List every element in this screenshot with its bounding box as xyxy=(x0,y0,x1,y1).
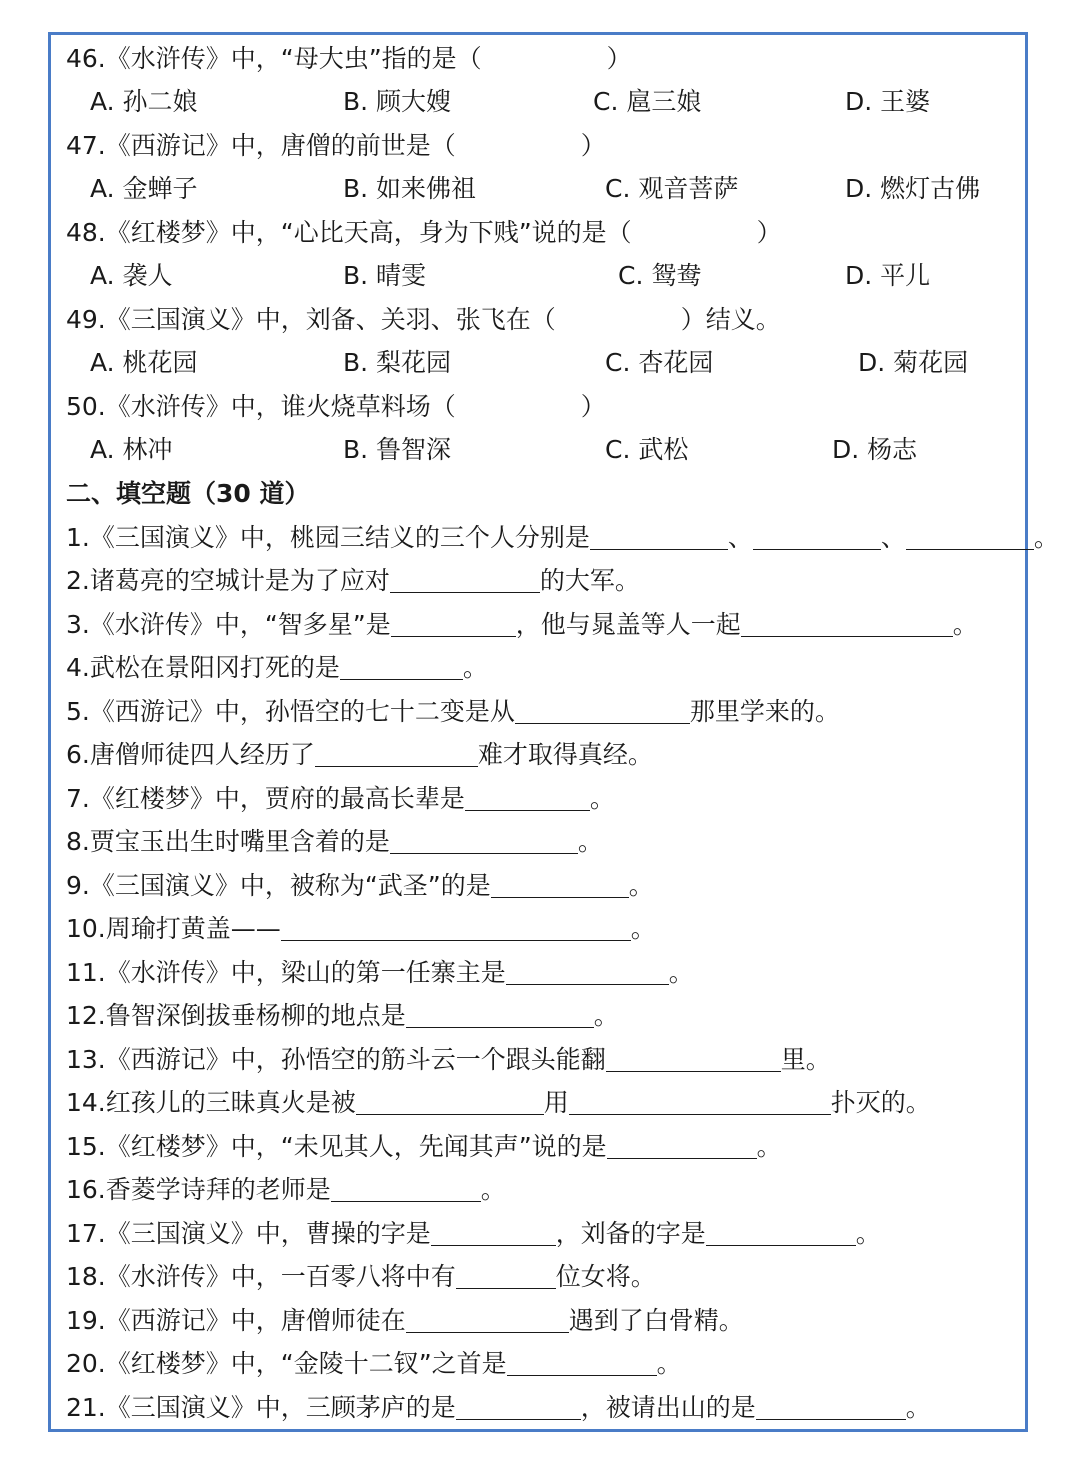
option-49-b: B. 梨花园 xyxy=(343,348,452,377)
answer-blank[interactable] xyxy=(340,651,463,680)
answer-blank[interactable] xyxy=(390,825,578,854)
answer-blank[interactable] xyxy=(390,564,540,593)
option-48-b: B. 晴雯 xyxy=(343,261,427,290)
option-50-b: B. 鲁智深 xyxy=(343,435,452,464)
answer-blank[interactable] xyxy=(756,1391,906,1420)
fill-question-3: 3.《水浒传》中，“智多星”是 ，他与晁盖等人一起 。 xyxy=(66,610,978,639)
fill-question-19: 19.《西游记》中，唐僧师徒在 遇到了白骨精。 xyxy=(66,1306,744,1335)
fill-question-20: 20.《红楼梦》中，“金陵十二钗”之首是 。 xyxy=(66,1349,682,1378)
option-50-c: C. 武松 xyxy=(605,435,689,464)
answer-blank[interactable] xyxy=(281,912,631,941)
fill-question-15: 15.《红楼梦》中，“未见其人，先闻其声”说的是 。 xyxy=(66,1132,782,1161)
fill-question-12: 12.鲁智深倒拔垂杨柳的地点是 。 xyxy=(66,1001,619,1030)
answer-blank[interactable] xyxy=(491,869,629,898)
option-48-d: D. 平儿 xyxy=(845,261,931,290)
option-47-b: B. 如来佛祖 xyxy=(343,174,477,203)
answer-blank[interactable] xyxy=(906,521,1034,550)
option-50-a: A. 林冲 xyxy=(90,435,173,464)
question-48: 48.《红楼梦》中，“心比天高，身为下贱”说的是（ ） xyxy=(66,218,782,247)
answer-blank[interactable] xyxy=(356,1086,544,1115)
answer-blank[interactable] xyxy=(507,1347,657,1376)
question-47: 47.《西游记》中，唐僧的前世是（ ） xyxy=(66,131,606,160)
fill-question-1: 1.《三国演义》中，桃园三结义的三个人分别是 、 、 。 xyxy=(66,523,1059,552)
option-48-a: A. 袭人 xyxy=(90,261,173,290)
fill-question-9: 9.《三国演义》中，被称为“武圣”的是 。 xyxy=(66,871,654,900)
fill-question-5: 5.《西游记》中，孙悟空的七十二变是从 那里学来的。 xyxy=(66,697,840,726)
fill-question-7: 7.《红楼梦》中，贾府的最高长辈是 。 xyxy=(66,784,615,813)
option-46-d: D. 王婆 xyxy=(845,87,931,116)
answer-blank[interactable] xyxy=(515,695,690,724)
answer-blank[interactable] xyxy=(606,1043,781,1072)
fill-question-18: 18.《水浒传》中，一百零八将中有 位女将。 xyxy=(66,1262,656,1291)
fill-question-4: 4.武松在景阳冈打死的是 。 xyxy=(66,653,488,682)
option-49-c: C. 杏花园 xyxy=(605,348,714,377)
answer-blank[interactable] xyxy=(315,738,478,767)
question-49: 49.《三国演义》中，刘备、关羽、张飞在（ ）结义。 xyxy=(66,305,781,334)
option-47-d: D. 燃灯古佛 xyxy=(845,174,981,203)
answer-blank[interactable] xyxy=(741,608,953,637)
question-50: 50.《水浒传》中，谁火烧草料场（ ） xyxy=(66,392,606,421)
fill-question-13: 13.《西游记》中，孙悟空的筋斗云一个跟头能翻 里。 xyxy=(66,1045,831,1074)
option-46-c: C. 扈三娘 xyxy=(593,87,702,116)
answer-blank[interactable] xyxy=(590,521,728,550)
fill-question-17: 17.《三国演义》中，曹操的字是 ，刘备的字是 。 xyxy=(66,1219,881,1248)
option-48-c: C. 鸳鸯 xyxy=(618,261,702,290)
answer-blank[interactable] xyxy=(331,1173,481,1202)
fill-question-16: 16.香菱学诗拜的老师是 。 xyxy=(66,1175,506,1204)
answer-blank[interactable] xyxy=(406,1304,569,1333)
fill-question-8: 8.贾宝玉出生时嘴里含着的是 。 xyxy=(66,827,603,856)
fill-question-10: 10.周瑜打黄盖—— 。 xyxy=(66,914,656,943)
option-46-a: A. 孙二娘 xyxy=(90,87,198,116)
fill-question-6: 6.唐僧师徒四人经历了 难才取得真经。 xyxy=(66,740,653,769)
option-46-b: B. 顾大嫂 xyxy=(343,87,452,116)
question-46: 46.《水浒传》中，“母大虫”指的是（ ） xyxy=(66,44,632,73)
answer-blank[interactable] xyxy=(456,1391,581,1420)
answer-blank[interactable] xyxy=(706,1217,856,1246)
answer-blank[interactable] xyxy=(456,1260,556,1289)
answer-blank[interactable] xyxy=(391,608,516,637)
answer-blank[interactable] xyxy=(406,999,594,1028)
fill-question-21: 21.《三国演义》中，三顾茅庐的是 ，被请出山的是 。 xyxy=(66,1393,931,1422)
answer-blank[interactable] xyxy=(465,782,590,811)
option-47-a: A. 金蝉子 xyxy=(90,174,198,203)
answer-blank[interactable] xyxy=(506,956,669,985)
answer-blank[interactable] xyxy=(431,1217,556,1246)
answer-blank[interactable] xyxy=(753,521,881,550)
option-49-d: D. 菊花园 xyxy=(858,348,969,377)
answer-blank[interactable] xyxy=(569,1086,831,1115)
option-47-c: C. 观音菩萨 xyxy=(605,174,739,203)
section-title: 二、填空题（30 道） xyxy=(66,479,310,508)
option-50-d: D. 杨志 xyxy=(832,435,918,464)
fill-question-11: 11.《水浒传》中，梁山的第一任寨主是 。 xyxy=(66,958,694,987)
option-49-a: A. 桃花园 xyxy=(90,348,198,377)
fill-question-14: 14.红孩儿的三昧真火是被 用 扑灭的。 xyxy=(66,1088,931,1117)
answer-blank[interactable] xyxy=(607,1130,757,1159)
fill-question-2: 2.诸葛亮的空城计是为了应对 的大军。 xyxy=(66,566,640,595)
